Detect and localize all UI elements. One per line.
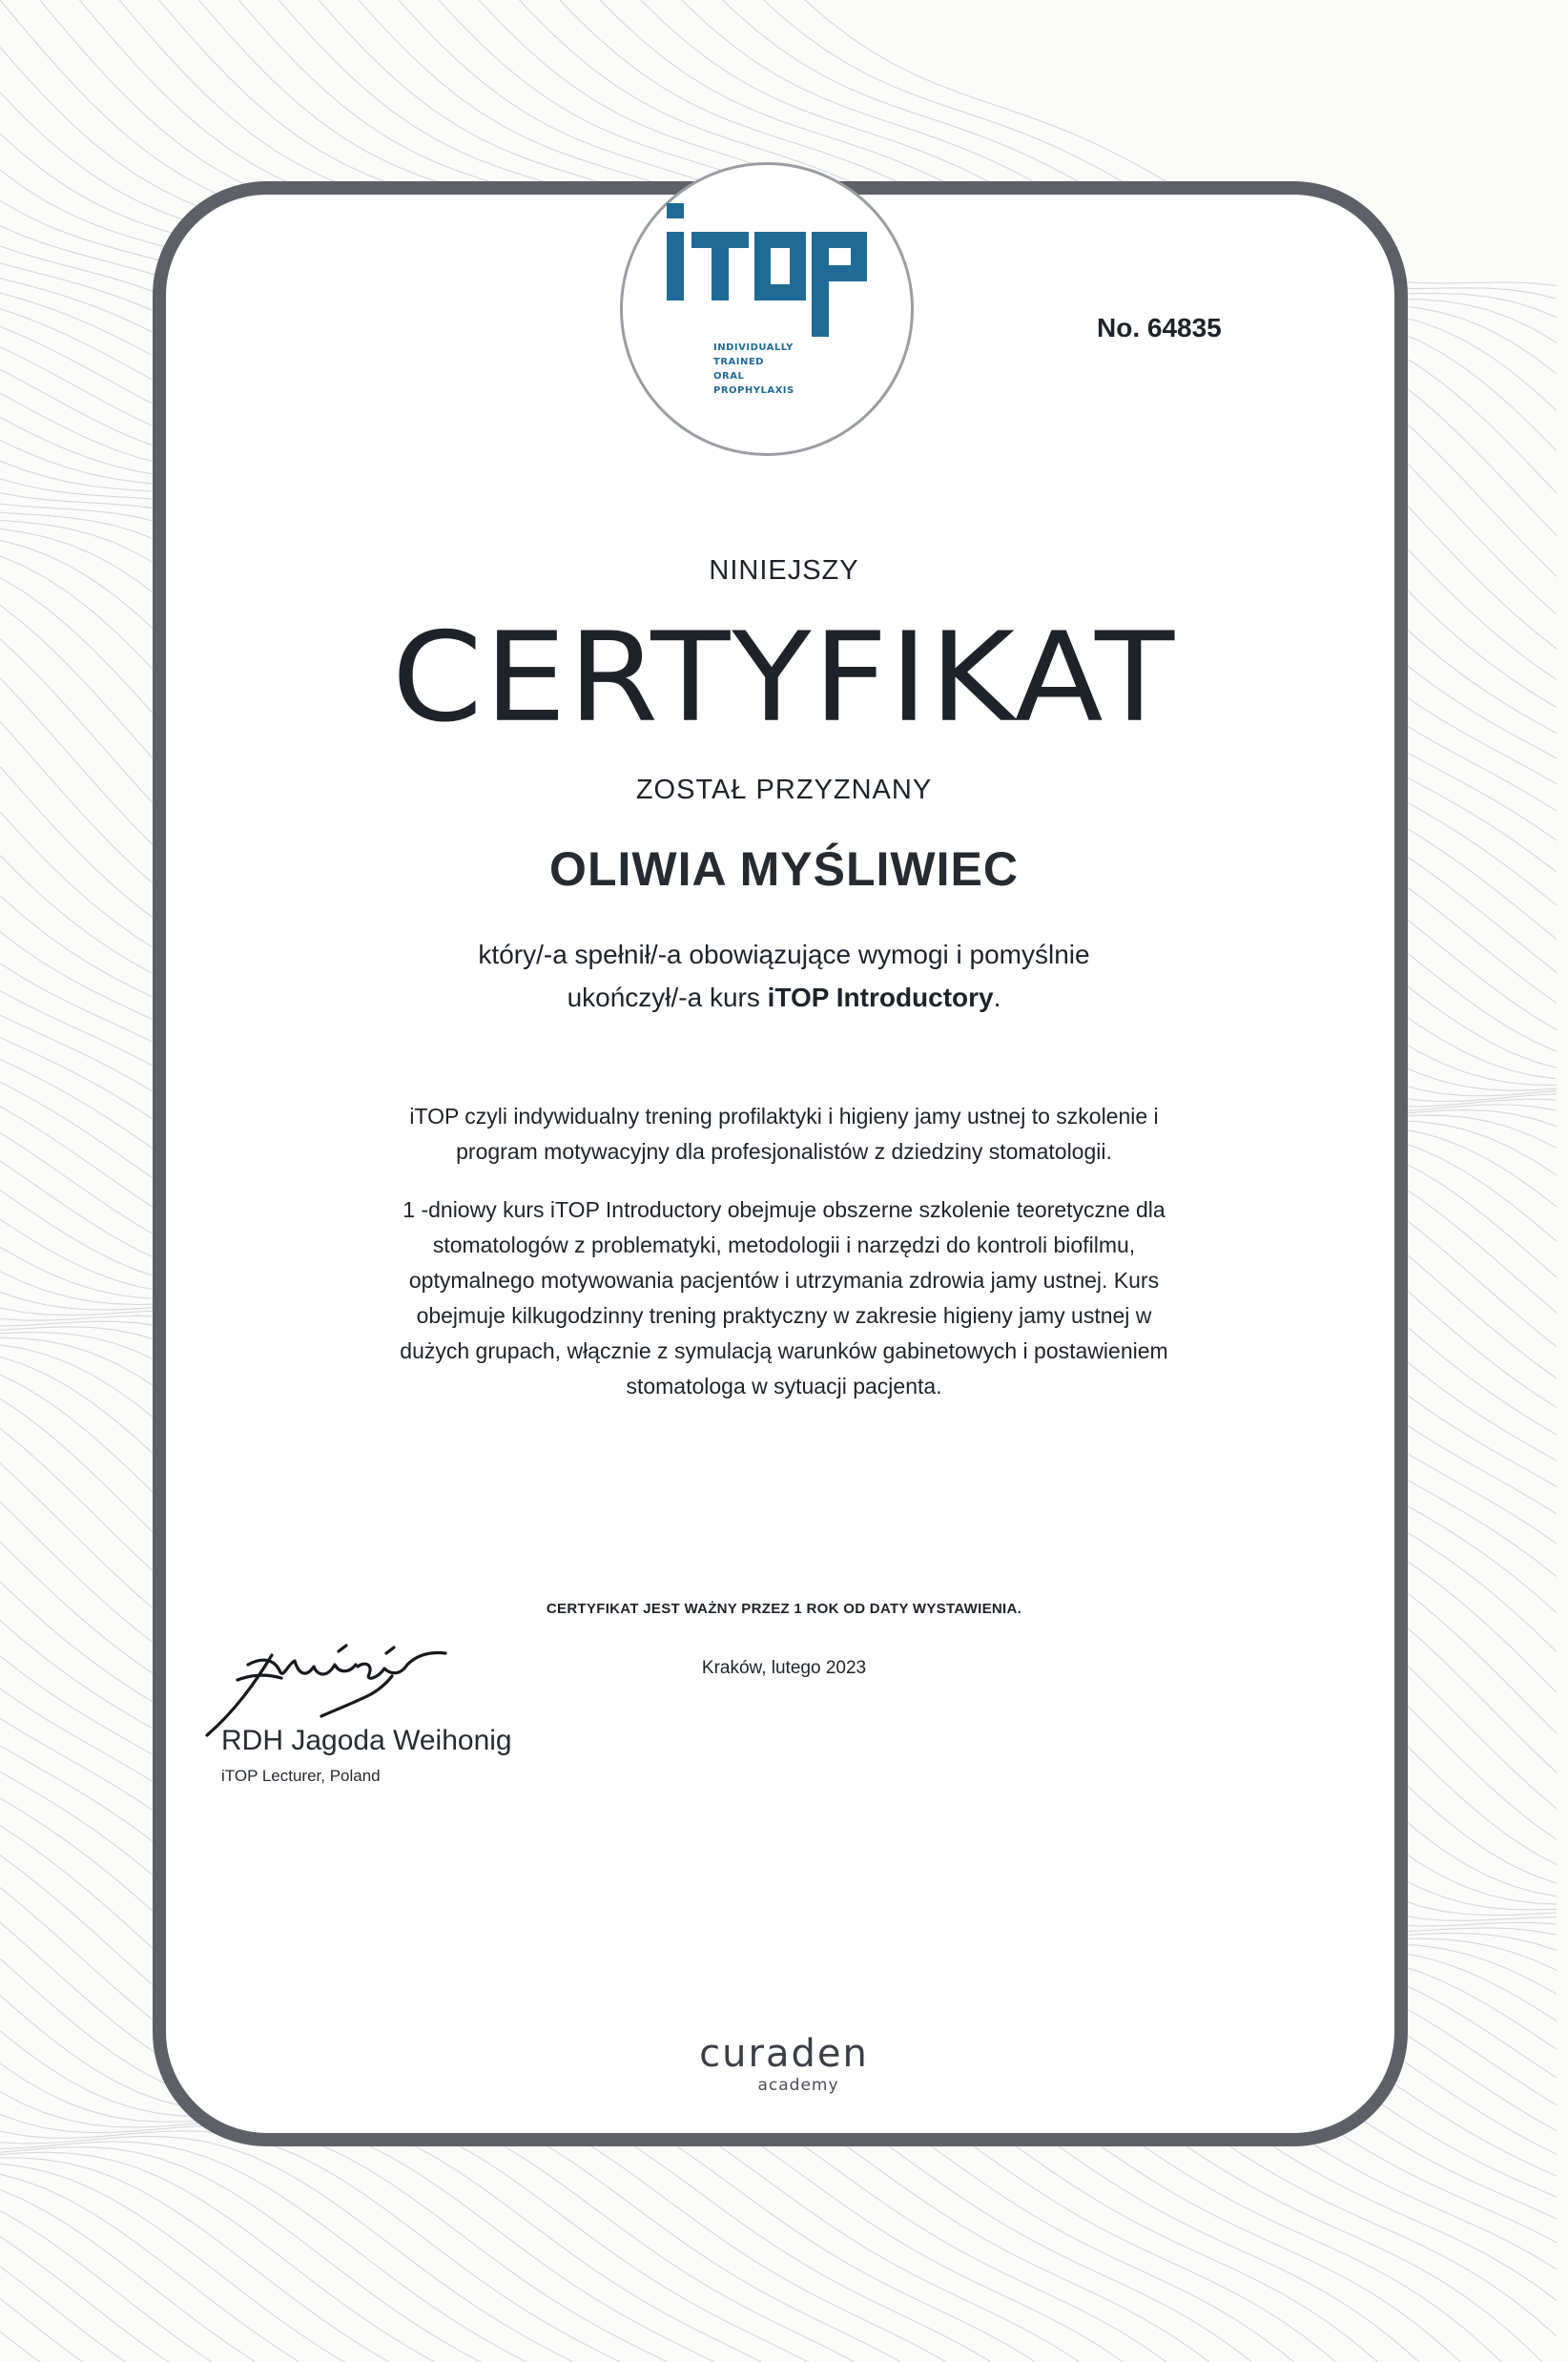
signer-role: iTOP Lecturer, Poland — [221, 1767, 381, 1785]
brand-name: curaden — [699, 2032, 869, 2076]
brand-sub: academy — [757, 2076, 839, 2095]
certificate-number: No. 64835 — [1097, 313, 1222, 342]
description-line: obejmuje kilkugodzinny trening praktyczny w zakresie higieny jamy ustnej w — [416, 1303, 1152, 1328]
signer-name: RDH Jagoda Weihonig — [221, 1725, 512, 1756]
certificate-title: CERTYFIKAT — [391, 606, 1177, 751]
description-line: program motywacyjny dla profesjonalistów z dziedziny stomatologii. — [456, 1139, 1112, 1164]
completion-line-2-suffix: . — [993, 983, 1001, 1012]
heading-post: ZOSTAŁ PRZYZNANY — [635, 775, 933, 805]
recipient-name: OLIWIA MYŚLIWIEC — [549, 842, 1019, 896]
description-paragraph-2 — [0, 1192, 1568, 1404]
completion-line-1: który/-a spełnił/-a obowiązujące wymogi i pomyślnie — [478, 940, 1090, 969]
description-line: dużych grupach, włącznie z symulacją warunków gabinetowych i postawieniem — [400, 1338, 1168, 1363]
completion-line-2 — [0, 976, 1568, 1019]
description-line: stomatologa w sytuacji pacjenta. — [626, 1374, 942, 1399]
itop-logo-subtitle: INDIVIDUALLY TRAINED ORAL PROPHYLAXIS — [713, 342, 794, 396]
itop-logo — [620, 162, 914, 456]
description-line: 1 -dniowy kurs iTOP Introductory obejmuje obszerne szkolenie teoretyczne dla — [402, 1197, 1166, 1222]
description-line: optymalnego motywowania pacjentów i utrzymania zdrowia jamy ustnej. Kurs — [408, 1268, 1160, 1293]
completion-statement — [0, 933, 1568, 1019]
place-date: Kraków, lutego 2023 — [701, 1658, 867, 1678]
description-line: stomatologów z problematyki, metodologii i narzędzi do kontroli biofilmu, — [432, 1233, 1136, 1257]
completion-line-2-prefix: ukończył/-a kurs — [567, 983, 768, 1012]
curaden-academy-logo — [0, 2032, 1568, 2095]
itop-wordmark-icon — [659, 203, 878, 337]
course-name: iTOP Introductory — [767, 983, 994, 1012]
description-paragraph-1 — [0, 1099, 1568, 1170]
description-line: iTOP czyli indywidualny trening profilaktyki i higieny jamy ustnej to szkolenie i — [409, 1104, 1159, 1129]
heading-pre: NINIEJSZY — [709, 555, 859, 586]
validity-note: CERTYFIKAT JEST WAŻNY PRZEZ 1 ROK OD DATY WYSTAWIENIA. — [546, 1601, 1022, 1617]
course-description — [0, 1099, 1568, 1427]
